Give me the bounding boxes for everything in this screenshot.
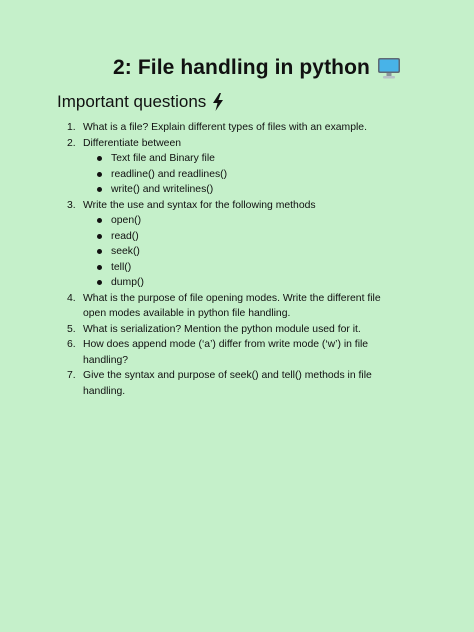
differentiate-list — [67, 151, 402, 198]
list-item-text: dump() — [111, 277, 144, 288]
page-title: 2: File handling in python — [113, 56, 370, 79]
list-item — [97, 229, 402, 245]
list-item-text: read() — [111, 230, 139, 242]
question-number: 7. — [67, 370, 76, 381]
question-text: How does append mode (‘a’) differ from write mode (‘w’) in file handling? — [83, 339, 369, 366]
question-item — [67, 337, 402, 368]
bullet-icon — [97, 249, 102, 254]
title-row — [0, 56, 474, 80]
list-item-text: tell() — [111, 261, 132, 273]
question-text: What is a file? Explain different types of files with an example. — [83, 122, 367, 133]
section-heading-row — [57, 92, 224, 112]
question-item — [67, 198, 402, 291]
bullet-icon — [97, 234, 102, 239]
list-item — [97, 213, 402, 229]
list-item — [97, 244, 402, 260]
list-item-text: write() and writelines() — [111, 184, 214, 195]
methods-list — [67, 213, 402, 291]
question-text: What is the purpose of file opening modes. Write the different file open modes available in python file handling. — [83, 292, 381, 319]
question-number: 2. — [67, 137, 76, 149]
question-text: What is serialization? Mention the python module used for it. — [83, 323, 361, 335]
section-heading: Important questions — [57, 92, 207, 111]
bullet-icon — [97, 280, 102, 285]
question-number: 6. — [67, 339, 76, 350]
question-item — [67, 291, 402, 322]
bullet-icon — [97, 218, 102, 223]
question-number: 5. — [67, 323, 76, 335]
question-list — [67, 120, 402, 399]
list-item — [97, 260, 402, 276]
question-item — [67, 368, 402, 399]
question-item — [67, 120, 402, 136]
desktop-computer-icon — [377, 56, 401, 80]
question-text: Differentiate between — [83, 137, 182, 149]
lightning-bolt-icon — [212, 93, 224, 111]
list-item — [97, 182, 402, 198]
question-item — [67, 322, 402, 338]
list-item-text: Text file and Binary file — [111, 153, 215, 164]
bullet-icon — [97, 187, 102, 192]
list-item — [97, 151, 402, 167]
question-number: 1. — [67, 122, 76, 133]
bullet-icon — [97, 156, 102, 161]
question-number: 3. — [67, 199, 76, 211]
bullet-icon — [97, 265, 102, 270]
list-item-text: open() — [111, 215, 142, 226]
question-number: 4. — [67, 292, 76, 304]
list-item-text: seek() — [111, 246, 140, 257]
question-text: Write the use and syntax for the following methods — [83, 199, 316, 211]
question-item — [67, 136, 402, 198]
list-item — [97, 167, 402, 183]
list-item-text: readline() and readlines() — [111, 168, 228, 180]
list-item — [97, 275, 402, 291]
question-text: Give the syntax and purpose of seek() and tell() methods in file handling. — [83, 370, 372, 397]
bullet-icon — [97, 172, 102, 177]
